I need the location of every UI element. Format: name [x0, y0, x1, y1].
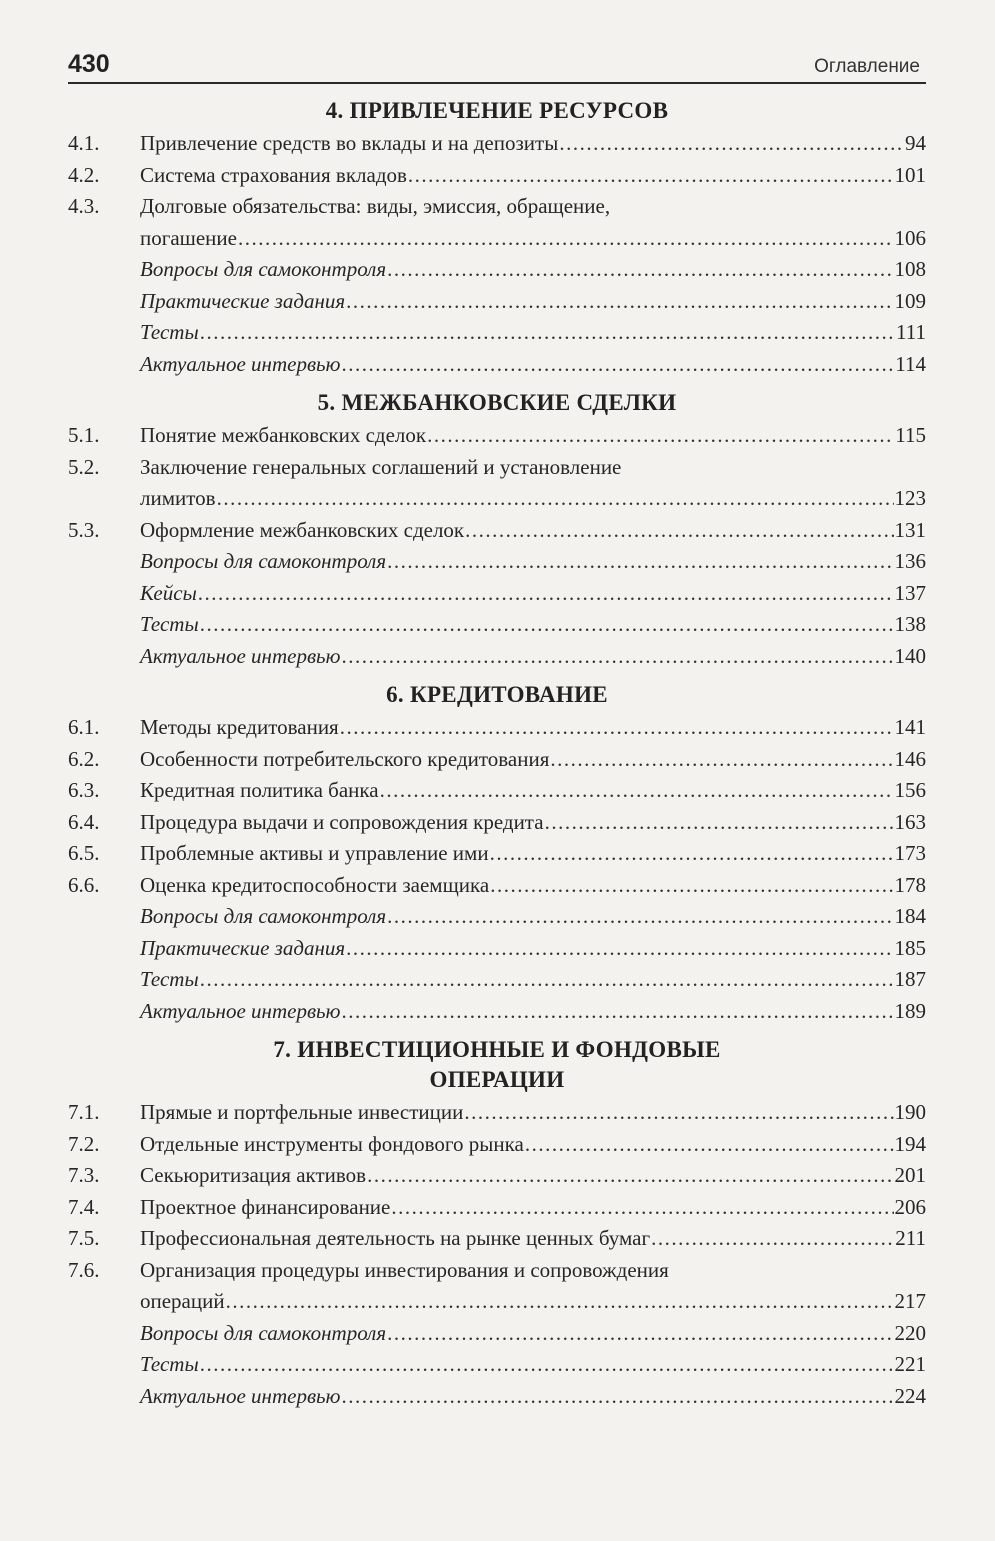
dot-leader	[387, 254, 893, 286]
entry-line	[140, 286, 926, 318]
table-of-contents	[68, 96, 926, 1420]
dot-leader	[465, 515, 893, 547]
page-ref: 220	[894, 1320, 926, 1345]
entry-title: Понятие межбанковских сделок	[140, 423, 427, 447]
dot-leader	[341, 1381, 893, 1413]
page-ref: 189	[894, 998, 926, 1023]
page-ref: 173	[894, 841, 926, 865]
page-ref: 146	[894, 746, 926, 771]
entry-title: операций	[140, 1289, 225, 1313]
toc-subentry	[68, 1381, 926, 1413]
section-number: 7.5.	[68, 1226, 100, 1250]
entry-title: Актуальное интервью	[140, 998, 341, 1023]
entry-line	[140, 254, 926, 286]
chapter-title-line: 4. ПРИВЛЕЧЕНИЕ РЕСУРСОВ	[325, 98, 669, 123]
entry-title: Секьюритизация активов	[140, 1163, 367, 1187]
dot-leader	[217, 483, 894, 515]
dot-leader	[651, 1223, 894, 1255]
entry-line	[140, 996, 926, 1028]
entry-title: Процедура выдачи и сопровождения кредита	[140, 809, 544, 834]
entry-body	[140, 1129, 926, 1161]
page-ref: 184	[894, 904, 926, 928]
entry-title: Долговые обязательства: виды, эмиссия, обращение,	[140, 194, 611, 218]
entry-title: Вопросы для самоконтроля	[140, 257, 387, 281]
entry-title: Практические задания	[140, 935, 346, 960]
section-number: 4.3.	[68, 194, 100, 218]
entry-title: Вопросы для самоконтроля	[140, 549, 387, 573]
entry-title: Оформление межбанковских сделок	[140, 517, 465, 542]
page-ref: 156	[894, 778, 926, 802]
entry-line	[140, 1097, 926, 1129]
toc-subentry	[68, 317, 926, 349]
dot-leader	[200, 1349, 894, 1381]
page-ref: 194	[894, 1131, 926, 1156]
section-number: 6.3.	[68, 778, 100, 802]
entry-body	[140, 1349, 926, 1381]
entry-line	[140, 933, 926, 965]
toc-subentry	[68, 641, 926, 673]
entry-body	[140, 349, 926, 381]
section-number: 7.4.	[68, 1194, 100, 1219]
entry-body	[140, 1318, 926, 1350]
entry-body	[140, 1192, 926, 1224]
section-number: 5.3.	[68, 517, 100, 542]
entry-line	[140, 546, 926, 578]
toc-entry	[68, 1223, 926, 1255]
entry-line	[140, 807, 926, 839]
chapter-title-line: 7. ИНВЕСТИЦИОННЫЕ И ФОНДОВЫЕ	[273, 1037, 721, 1062]
entry-line	[140, 223, 926, 255]
entry-body	[140, 807, 926, 839]
entry-line	[140, 452, 926, 484]
entry-title: Актуальное интервью	[140, 1383, 341, 1408]
entry-body	[140, 1160, 926, 1192]
page-ref: 224	[894, 1383, 926, 1408]
dot-leader	[341, 349, 894, 381]
entry-title: Профессиональная деятельность на рынке ценных бумаг	[140, 1226, 651, 1250]
chapter-title-line: ОПЕРАЦИИ	[429, 1067, 565, 1092]
toc-subentry	[68, 901, 926, 933]
toc-subentry	[68, 349, 926, 381]
page-ref: 137	[894, 580, 926, 605]
dot-leader	[200, 609, 894, 641]
page-ref: 109	[894, 288, 926, 313]
entry-line	[140, 317, 926, 349]
dot-leader	[380, 775, 894, 807]
entry-line	[140, 641, 926, 673]
page-ref: 111	[896, 320, 926, 344]
entry-body	[140, 744, 926, 776]
entry-title: Практические задания	[140, 288, 346, 313]
entry-title: лимитов	[140, 486, 216, 510]
toc-subentry	[68, 1318, 926, 1350]
page-ref: 190	[894, 1100, 926, 1124]
entry-line	[140, 1349, 926, 1381]
page-ref: 123	[894, 486, 926, 510]
entry-line	[140, 775, 926, 807]
toc-entry-list	[68, 420, 926, 672]
entry-title: Тесты	[140, 1352, 199, 1376]
entry-body	[140, 128, 926, 160]
chapter-title	[68, 680, 926, 710]
entry-title: Методы кредитования	[140, 715, 339, 739]
chapter-section	[68, 96, 926, 380]
page-ref: 217	[894, 1289, 926, 1313]
entry-title: Тесты	[140, 320, 199, 344]
toc-entry	[68, 1129, 926, 1161]
entry-title: погашение	[140, 225, 237, 250]
chapter-section	[68, 388, 926, 672]
page-ref: 221	[894, 1352, 926, 1376]
entry-body	[140, 964, 926, 996]
entry-body	[140, 286, 926, 318]
page-ref: 138	[894, 612, 926, 636]
toc-subentry	[68, 578, 926, 610]
entry-body	[140, 1223, 926, 1255]
entry-line	[140, 1129, 926, 1161]
entry-body	[140, 870, 926, 902]
section-number: 7.3.	[68, 1163, 100, 1187]
page-header	[68, 44, 926, 84]
entry-line	[140, 1223, 926, 1255]
entry-body	[140, 254, 926, 286]
toc-subentry	[68, 286, 926, 318]
entry-line	[140, 964, 926, 996]
entry-title: Проектное финансирование	[140, 1194, 391, 1219]
page-ref: 136	[894, 549, 926, 573]
dot-leader	[238, 223, 894, 255]
entry-line	[140, 744, 926, 776]
entry-line	[140, 349, 926, 381]
dot-leader	[200, 317, 895, 349]
entry-line	[140, 191, 926, 223]
toc-entry	[68, 515, 926, 547]
entry-body	[140, 609, 926, 641]
dot-leader	[340, 712, 894, 744]
toc-entry	[68, 191, 926, 254]
dot-leader	[387, 901, 893, 933]
entry-title: Оценка кредитоспособности заемщика	[140, 872, 490, 897]
page-ref: 115	[895, 423, 926, 447]
entry-body	[140, 191, 926, 254]
toc-entry	[68, 744, 926, 776]
page-ref: 206	[894, 1194, 926, 1219]
entry-line	[140, 838, 926, 870]
toc-subentry	[68, 1349, 926, 1381]
page-ref: 106	[894, 225, 926, 250]
chapter-title	[68, 1035, 926, 1095]
toc-entry	[68, 838, 926, 870]
entry-line	[140, 901, 926, 933]
entry-line	[140, 1255, 926, 1287]
entry-title: Кредитная политика банка	[140, 778, 379, 802]
toc-entry	[68, 128, 926, 160]
entry-title: Тесты	[140, 612, 199, 636]
page-ref: 114	[895, 351, 926, 376]
toc-subentry	[68, 933, 926, 965]
page-number: 430	[68, 50, 110, 78]
dot-leader	[200, 964, 894, 996]
page-ref: 108	[894, 257, 926, 281]
page-ref: 178	[894, 872, 926, 897]
entry-line	[140, 712, 926, 744]
entry-title: Вопросы для самоконтроля	[140, 904, 387, 928]
entry-body	[140, 838, 926, 870]
entry-title: Заключение генеральных соглашений и установление	[140, 454, 622, 479]
dot-leader	[341, 641, 893, 673]
dot-leader	[545, 807, 894, 839]
entry-line	[140, 1160, 926, 1192]
entry-body	[140, 712, 926, 744]
dot-leader	[226, 1286, 894, 1318]
dot-leader	[387, 1318, 893, 1350]
entry-body	[140, 641, 926, 673]
dot-leader	[408, 160, 894, 192]
entry-body	[140, 160, 926, 192]
entry-line	[140, 420, 926, 452]
entry-body	[140, 546, 926, 578]
entry-line	[140, 578, 926, 610]
page-ref: 140	[894, 643, 926, 668]
entry-body	[140, 901, 926, 933]
page-ref: 141	[894, 715, 926, 739]
entry-title: Организация процедуры инвестирования и сопровождения	[140, 1257, 669, 1282]
entry-line	[140, 1286, 926, 1318]
entry-line	[140, 128, 926, 160]
dot-leader	[346, 286, 893, 318]
dot-leader	[559, 128, 904, 160]
entry-body	[140, 317, 926, 349]
section-number: 6.1.	[68, 715, 100, 739]
page-ref: 211	[895, 1226, 926, 1250]
entry-body	[140, 996, 926, 1028]
entry-line	[140, 483, 926, 515]
toc-entry	[68, 1192, 926, 1224]
toc-entry	[68, 420, 926, 452]
running-head: Оглавление	[814, 56, 920, 77]
entry-title: Вопросы для самоконтроля	[140, 1320, 387, 1345]
entry-body	[140, 1255, 926, 1318]
toc-entry	[68, 807, 926, 839]
toc-entry	[68, 452, 926, 515]
chapter-title-line: 5. МЕЖБАНКОВСКИЕ СДЕЛКИ	[317, 390, 677, 415]
entry-title: Привлечение средств во вклады и на депозиты	[140, 131, 559, 155]
dot-leader	[341, 996, 893, 1028]
dot-leader	[464, 1097, 893, 1129]
chapter-title	[68, 96, 926, 126]
section-number: 4.2.	[68, 162, 100, 187]
page-ref: 101	[894, 162, 926, 187]
entry-line	[140, 870, 926, 902]
entry-body	[140, 775, 926, 807]
entry-title: Актуальное интервью	[140, 351, 341, 376]
section-number: 5.1.	[68, 423, 100, 447]
dot-leader	[198, 578, 894, 610]
entry-title: Система страхования вкладов	[140, 162, 407, 187]
entry-title: Отдельные инструменты фондового рынка	[140, 1131, 524, 1156]
toc-entry	[68, 870, 926, 902]
chapter-section	[68, 1035, 926, 1412]
toc-entry-list	[68, 128, 926, 380]
toc-entry	[68, 1097, 926, 1129]
entry-line	[140, 515, 926, 547]
entry-body	[140, 1097, 926, 1129]
toc-subentry	[68, 546, 926, 578]
toc-entry	[68, 712, 926, 744]
page-ref: 131	[894, 517, 926, 542]
section-number: 7.1.	[68, 1100, 100, 1124]
section-number: 4.1.	[68, 131, 100, 155]
toc-entry-list	[68, 1097, 926, 1412]
entry-line	[140, 1381, 926, 1413]
dot-leader	[346, 933, 893, 965]
chapter-title-line: 6. КРЕДИТОВАНИЕ	[386, 682, 608, 707]
chapter-section	[68, 680, 926, 1027]
dot-leader	[525, 1129, 894, 1161]
dot-leader	[387, 546, 893, 578]
entry-title: Тесты	[140, 967, 199, 991]
dot-leader	[490, 838, 894, 870]
entry-title: Кейсы	[140, 580, 197, 605]
entry-body	[140, 515, 926, 547]
dot-leader	[367, 1160, 893, 1192]
toc-subentry	[68, 996, 926, 1028]
entry-body	[140, 933, 926, 965]
page-ref: 163	[894, 809, 926, 834]
dot-leader	[427, 420, 894, 452]
entry-title: Прямые и портфельные инвестиции	[140, 1100, 464, 1124]
entry-body	[140, 452, 926, 515]
entry-title: Проблемные активы и управление ими	[140, 841, 489, 865]
section-number: 7.6.	[68, 1257, 100, 1282]
toc-entry	[68, 160, 926, 192]
dot-leader	[391, 1192, 893, 1224]
section-number: 6.2.	[68, 746, 100, 771]
section-number: 5.2.	[68, 454, 100, 479]
chapter-title	[68, 388, 926, 418]
toc-entry	[68, 1160, 926, 1192]
section-number: 6.4.	[68, 809, 100, 834]
section-number: 6.6.	[68, 872, 100, 897]
toc-subentry	[68, 964, 926, 996]
entry-title: Актуальное интервью	[140, 643, 341, 668]
entry-line	[140, 1192, 926, 1224]
toc-entry-list	[68, 712, 926, 1027]
entry-title: Особенности потребительского кредитования	[140, 746, 550, 771]
dot-leader	[550, 744, 893, 776]
entry-body	[140, 1381, 926, 1413]
entry-line	[140, 609, 926, 641]
section-number: 7.2.	[68, 1131, 100, 1156]
page-ref: 94	[905, 131, 926, 155]
entry-line	[140, 160, 926, 192]
toc-subentry	[68, 609, 926, 641]
section-number: 6.5.	[68, 841, 100, 865]
page-ref: 187	[894, 967, 926, 991]
dot-leader	[490, 870, 893, 902]
toc-entry	[68, 775, 926, 807]
entry-body	[140, 578, 926, 610]
entry-line	[140, 1318, 926, 1350]
page-ref: 185	[894, 935, 926, 960]
toc-subentry	[68, 254, 926, 286]
page-ref: 201	[894, 1163, 926, 1187]
toc-entry	[68, 1255, 926, 1318]
entry-body	[140, 420, 926, 452]
